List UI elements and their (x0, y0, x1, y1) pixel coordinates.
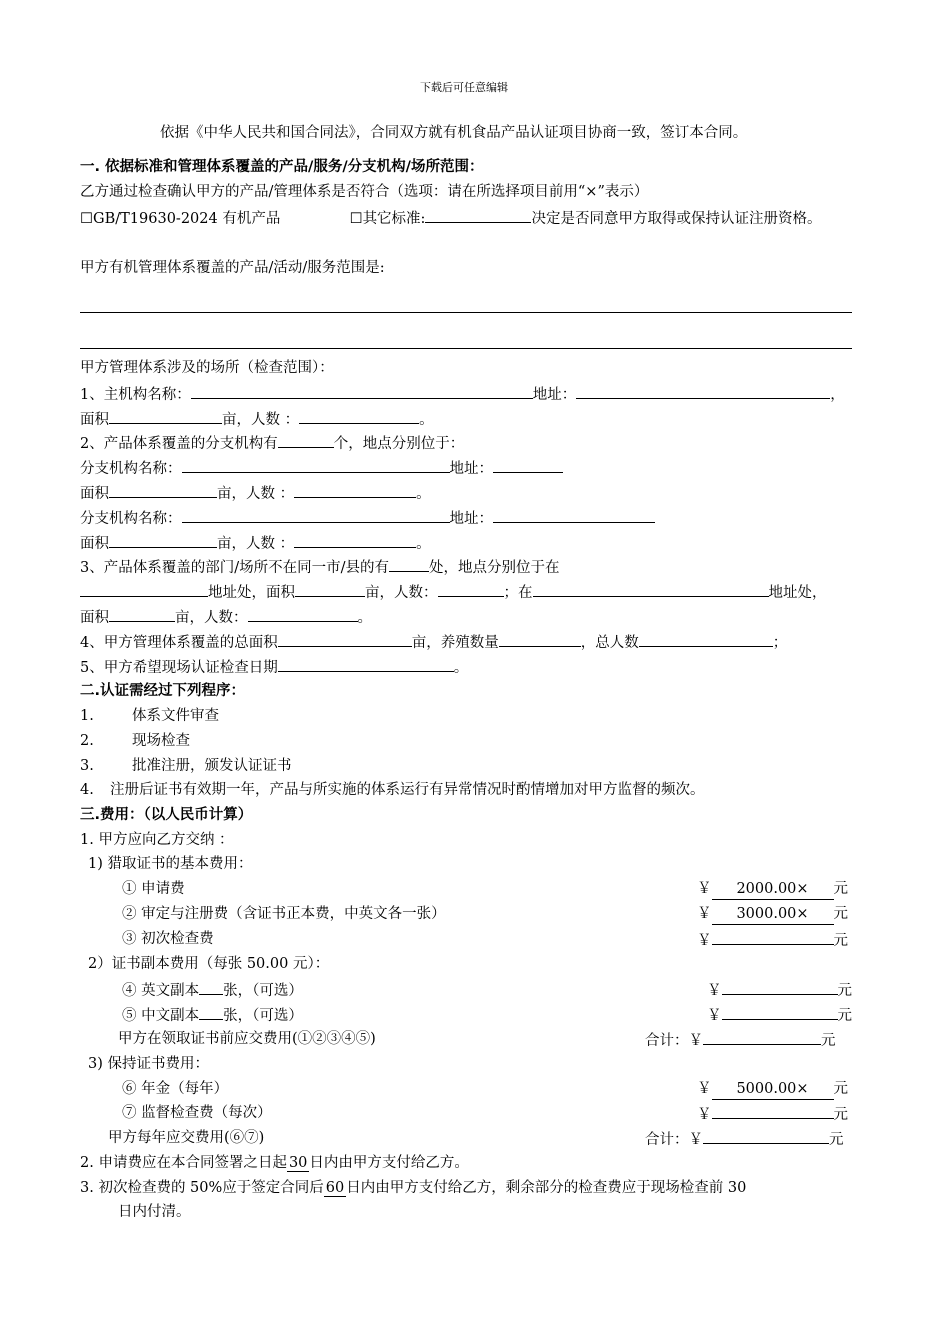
dept-people-2-field[interactable] (248, 606, 358, 622)
branch-count-field[interactable] (278, 432, 334, 448)
apply-fee-amount: ￥ 2000.00× 元 (697, 879, 848, 900)
payment-note-2: 2. 申请费应在本合同签署之日起 30 日内由甲方支付给乙方。 (80, 1155, 469, 1171)
dept-people-1-field[interactable] (438, 581, 504, 597)
sites-label: 甲方管理体系涉及的场所（检查范围）： (80, 360, 334, 376)
dept-address-row: 地址处，面积 亩，人数： ；在 地址处， (80, 581, 827, 603)
intro-text: 依据《中华人民共和国合同法》，合同双方就有机食品产品认证项目协商一致，签订本合同。 (160, 125, 748, 141)
surveillance-fee-field[interactable] (712, 1103, 834, 1119)
copy-fee-title: 2）证书副本费用（每张 50.00 元）： (88, 956, 330, 972)
scope-label: 甲方有机管理体系覆盖的产品/活动/服务范围是: (80, 260, 385, 276)
branch-1-people-field[interactable] (294, 482, 416, 498)
cn-copy-fee-field[interactable] (722, 1004, 838, 1020)
header-note: 下载后可任意编辑 (420, 81, 508, 94)
main-org-address-field[interactable] (576, 383, 830, 399)
branch-2-people-field[interactable] (294, 532, 416, 548)
initial-fee-amount: ￥ 元 (697, 929, 848, 951)
en-copy-amount: ￥ 元 (707, 979, 852, 1001)
branch-2-area-field[interactable] (109, 532, 217, 548)
branch-1-row: 分支机构名称： 地址： (80, 457, 563, 479)
branch-2-address-field[interactable] (493, 507, 655, 523)
branch-1-area-row: 面积 亩，人数 ： 。 (80, 482, 431, 504)
branch-2-area-row: 面积 亩，人数 ： 。 (80, 532, 431, 554)
other-standard-field[interactable] (425, 207, 531, 223)
total-area-row: 4、甲方管理体系覆盖的总面积 亩，养殖数量 ，总人数 ； (80, 631, 787, 653)
cn-copy-row: ⑤ 中文副本 张，（可选） (122, 1004, 303, 1026)
branch-2-name-field[interactable] (182, 507, 450, 523)
checkbox-gb[interactable]: ☐ (80, 211, 93, 227)
checkbox-other[interactable]: ☐ (349, 211, 363, 227)
initial-fee-label: ③ 初次检查费 (122, 931, 214, 947)
annual-fee-amount: ￥ 5000.00× 元 (697, 1079, 848, 1100)
scope-line-1[interactable] (80, 312, 852, 313)
total-area-field[interactable] (278, 631, 412, 647)
branch-1-name-field[interactable] (182, 457, 450, 473)
branch-1-area-field[interactable] (109, 482, 217, 498)
before-cert-total-field[interactable] (703, 1029, 821, 1045)
before-cert-total: 合计：￥ 元 (645, 1029, 836, 1051)
branch-count-row: 2、产品体系覆盖的分支机构有 个，地点分别位于： (80, 432, 464, 454)
procedure-item: 4. 注册后证书有效期一年，产品与所实施的体系运行有异常情况时酌情增加对甲方监督的频次。 (80, 782, 705, 798)
cn-copy-amount: ￥ 元 (707, 1004, 852, 1026)
dept-row: 3、产品体系覆盖的部门/场所不在同一市/县的有 处，地点分别位于在 (80, 556, 560, 578)
standard-selection-note: 乙方通过检查确认甲方的产品/管理体系是否符合（选项：请在所选择项目前用“×”表示） (80, 184, 649, 200)
yearly-fee-total-field[interactable] (703, 1128, 829, 1144)
basic-fee-title: 1) 猎取证书的基本费用： (88, 856, 253, 872)
main-org-name-field[interactable] (191, 383, 533, 399)
section-2-title: 二.认证需经过下列程序： (80, 683, 246, 699)
section-1-title: 一. 依据标准和管理体系覆盖的产品/服务/分支机构/场所范围： (80, 159, 484, 175)
dept-area-2-field[interactable] (109, 606, 175, 622)
payment-intro: 1. 甲方应向乙方交纳 ： (80, 832, 234, 848)
dept-area-1-field[interactable] (295, 581, 365, 597)
branch-1-address-field[interactable] (493, 457, 563, 473)
main-org-row: 1、主机构名称： 地址： ， (80, 383, 845, 405)
payment-note-3: 3. 初次检查费的 50%应于签定合同后 60 日内由甲方支付给乙方，剩余部分的检查费应于现场检查前 30 (80, 1180, 747, 1196)
dept-count-field[interactable] (389, 556, 429, 572)
standard-options: ☐GB/T19630-2024 有机产品 ☐其它标准: 决定是否同意甲方取得或保持认证注册资格。 (80, 207, 821, 229)
main-org-people-field[interactable] (299, 408, 419, 424)
surveillance-fee-amount: ￥ 元 (697, 1103, 848, 1125)
before-cert-label: 甲方在领取证书前应交费用(①②③④⑤) (118, 1031, 376, 1047)
payment-note-3-cont: 日内付清。 (118, 1204, 191, 1220)
dept-address-1-field[interactable] (80, 581, 208, 597)
en-copy-fee-field[interactable] (722, 979, 838, 995)
yearly-fee-total: 合计：￥ 元 (645, 1128, 844, 1150)
en-copy-row: ④ 英文副本 张，（可选） (122, 979, 303, 1001)
procedure-item: 2. 现场检查 (80, 733, 190, 749)
apply-fee-label: ① 申请费 (122, 881, 185, 897)
audit-date-row: 5、甲方希望现场认证检查日期 。 (80, 656, 468, 678)
surveillance-fee-label: ⑦ 监督检查费（每次） (122, 1105, 272, 1121)
section-3-title: 三.费用：（以人民币计算） (80, 807, 253, 823)
scope-line-2[interactable] (80, 348, 852, 349)
en-copy-count-field[interactable] (199, 979, 223, 995)
cn-copy-count-field[interactable] (199, 1004, 223, 1020)
procedure-item: 3. 批准注册，颁发认证证书 (80, 758, 292, 774)
review-fee-label: ② 审定与注册费（含证书正本费，中英文各一张） (122, 906, 446, 922)
procedure-item: 1. 体系文件审查 (80, 708, 219, 724)
branch-2-row: 分支机构名称： 地址： (80, 507, 655, 529)
dept-address-2-field[interactable] (533, 581, 769, 597)
audit-date-field[interactable] (278, 656, 454, 672)
dept-area-row: 面积 亩，人数： 。 (80, 606, 372, 628)
initial-fee-field[interactable] (712, 929, 834, 945)
total-people-field[interactable] (639, 631, 773, 647)
breeding-count-field[interactable] (499, 631, 581, 647)
annual-fee-label: ⑥ 年金（每年） (122, 1081, 229, 1097)
main-org-area-row: 面积 亩，人数 ： 。 (80, 408, 434, 430)
review-fee-amount: ￥ 3000.00× 元 (697, 904, 848, 925)
yearly-fee-label: 甲方每年应交费用(⑥⑦) (108, 1130, 265, 1146)
keep-fee-title: 3) 保持证书费用： (88, 1056, 209, 1072)
main-org-area-field[interactable] (109, 408, 222, 424)
